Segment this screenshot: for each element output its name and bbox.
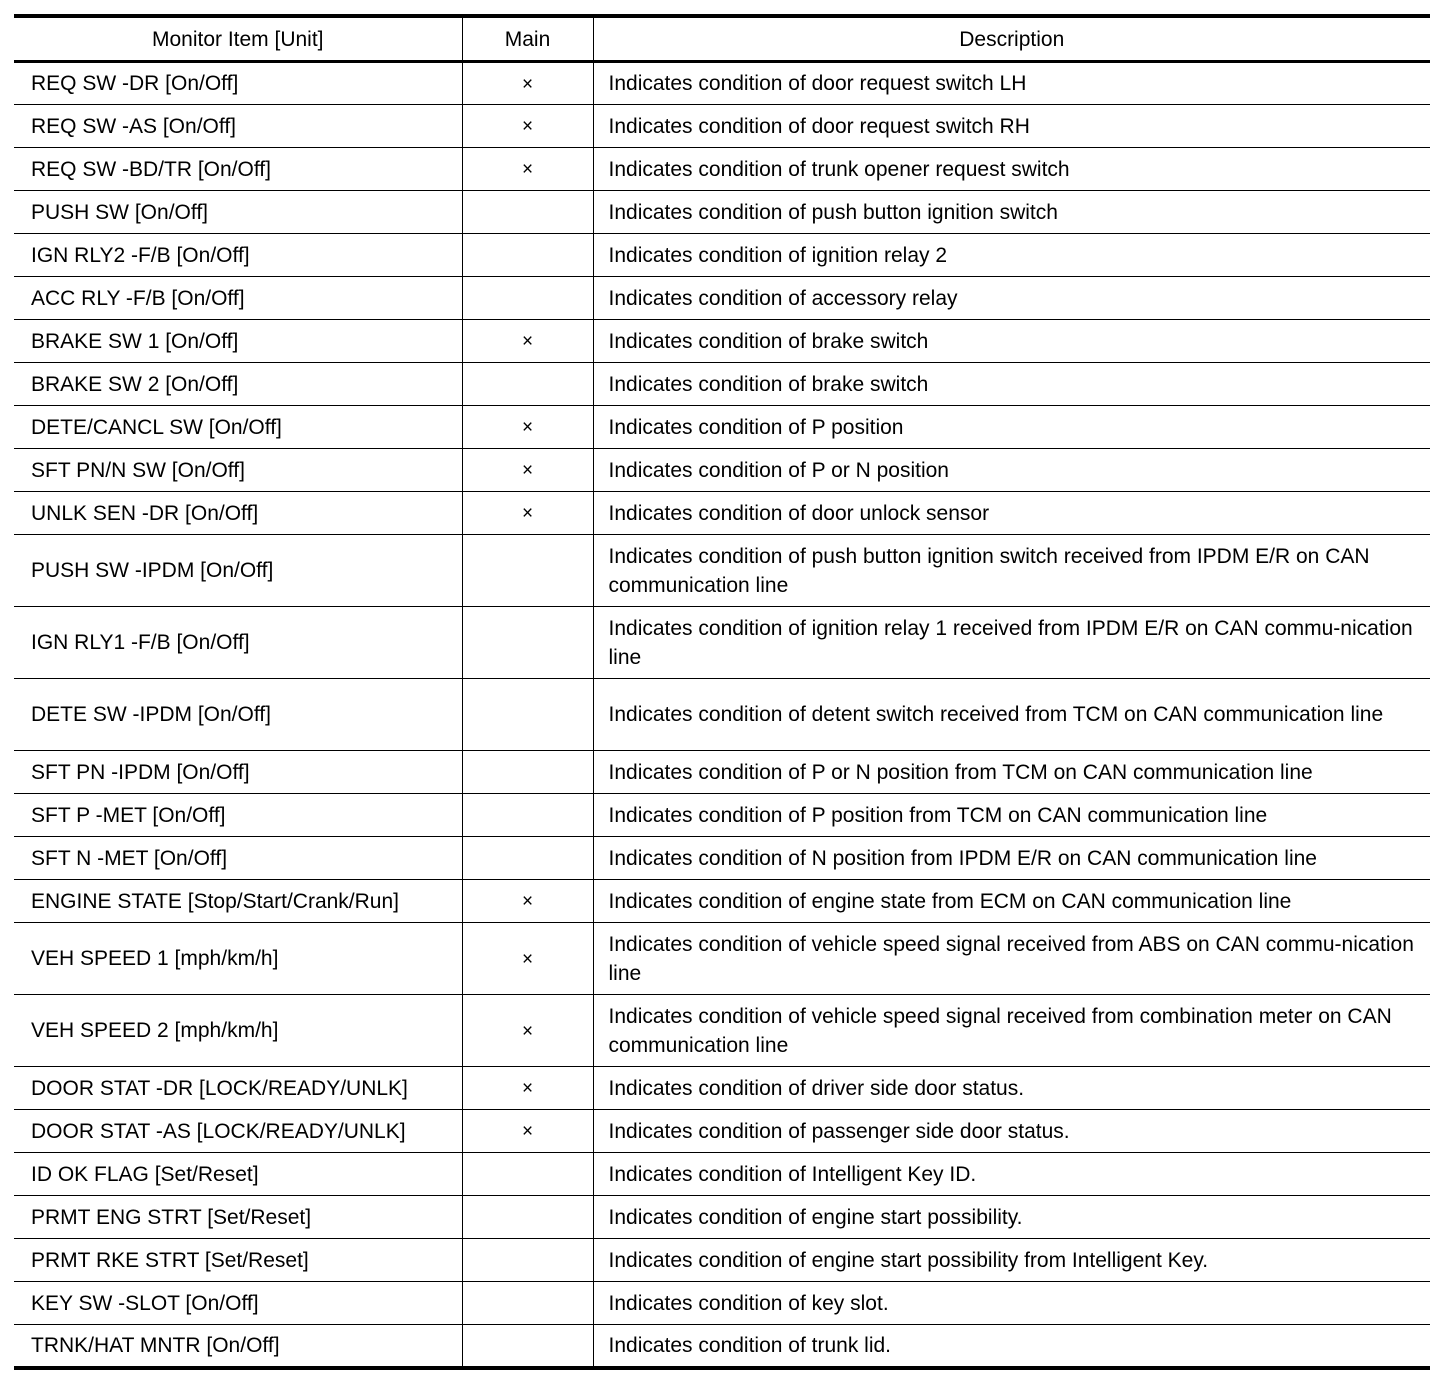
table-row bbox=[14, 191, 1430, 234]
table-header-row bbox=[14, 16, 1430, 62]
table-row bbox=[14, 751, 1430, 794]
monitor-item-cell: DETE SW -IPDM [On/Off] bbox=[14, 679, 462, 751]
description-cell: Indicates condition of door request switch RH bbox=[593, 105, 1430, 148]
table-row bbox=[14, 406, 1430, 449]
main-cell bbox=[462, 406, 593, 449]
main-mark: × bbox=[521, 891, 534, 912]
main-cell bbox=[462, 105, 593, 148]
monitor-item-cell: TRNK/HAT MNTR [On/Off] bbox=[14, 1325, 462, 1368]
description-cell: Indicates condition of trunk opener request switch bbox=[593, 148, 1430, 191]
main-cell bbox=[462, 363, 593, 406]
main-cell bbox=[462, 62, 593, 105]
monitor-item-cell: DOOR STAT -DR [LOCK/READY/UNLK] bbox=[14, 1067, 462, 1110]
table-row bbox=[14, 535, 1430, 607]
table-row bbox=[14, 1153, 1430, 1196]
header-monitor-item: Monitor Item [Unit] bbox=[14, 16, 462, 62]
description-cell: Indicates condition of brake switch bbox=[593, 363, 1430, 406]
monitor-item-cell: PRMT RKE STRT [Set/Reset] bbox=[14, 1239, 462, 1282]
description-cell: Indicates condition of vehicle speed signal received from combination meter on CAN communication line bbox=[593, 995, 1430, 1067]
description-cell: Indicates condition of trunk lid. bbox=[593, 1325, 1430, 1368]
table-row bbox=[14, 1196, 1430, 1239]
main-cell bbox=[462, 191, 593, 234]
description-cell: Indicates condition of engine start possibility from Intelligent Key. bbox=[593, 1239, 1430, 1282]
monitor-item-cell: VEH SPEED 1 [mph/km/h] bbox=[14, 923, 462, 995]
main-cell bbox=[462, 794, 593, 837]
monitor-item-cell: REQ SW -DR [On/Off] bbox=[14, 62, 462, 105]
table-row bbox=[14, 1325, 1430, 1368]
main-cell bbox=[462, 535, 593, 607]
description-cell: Indicates condition of P or N position bbox=[593, 449, 1430, 492]
main-mark: × bbox=[521, 73, 534, 95]
monitor-item-cell: DETE/CANCL SW [On/Off] bbox=[14, 406, 462, 449]
monitor-item-cell: IGN RLY2 -F/B [On/Off] bbox=[14, 234, 462, 277]
description-cell: Indicates condition of vehicle speed signal received from ABS on CAN commu-nication line bbox=[593, 923, 1430, 995]
main-cell bbox=[462, 1067, 593, 1110]
header-main: Main bbox=[462, 16, 593, 62]
main-cell bbox=[462, 1282, 593, 1325]
main-cell bbox=[462, 995, 593, 1067]
description-cell: Indicates condition of detent switch received from TCM on CAN communication line bbox=[593, 679, 1430, 751]
monitor-item-cell: BRAKE SW 1 [On/Off] bbox=[14, 320, 462, 363]
monitor-item-cell: PUSH SW -IPDM [On/Off] bbox=[14, 535, 462, 607]
description-cell: Indicates condition of passenger side door status. bbox=[593, 1110, 1430, 1153]
monitor-item-cell: ID OK FLAG [Set/Reset] bbox=[14, 1153, 462, 1196]
monitor-item-table bbox=[14, 14, 1430, 1370]
table-row bbox=[14, 794, 1430, 837]
table-row bbox=[14, 1239, 1430, 1282]
table-row bbox=[14, 277, 1430, 320]
main-mark: × bbox=[521, 1121, 534, 1142]
monitor-item-cell: DOOR STAT -AS [LOCK/READY/UNLK] bbox=[14, 1110, 462, 1153]
monitor-item-cell: SFT PN -IPDM [On/Off] bbox=[14, 751, 462, 794]
main-cell bbox=[462, 880, 593, 923]
table-row bbox=[14, 837, 1430, 880]
table-row bbox=[14, 363, 1430, 406]
monitor-item-cell: UNLK SEN -DR [On/Off] bbox=[14, 492, 462, 535]
monitor-item-cell: KEY SW -SLOT [On/Off] bbox=[14, 1282, 462, 1325]
table-row bbox=[14, 148, 1430, 191]
monitor-item-cell: SFT N -MET [On/Off] bbox=[14, 837, 462, 880]
main-cell bbox=[462, 1110, 593, 1153]
table-row bbox=[14, 1282, 1430, 1325]
description-cell: Indicates condition of engine state from ECM on CAN communication line bbox=[593, 880, 1430, 923]
main-cell bbox=[462, 1153, 593, 1196]
main-mark: × bbox=[521, 1078, 534, 1099]
description-cell: Indicates condition of P position from TCM on CAN communication line bbox=[593, 794, 1430, 837]
main-cell bbox=[462, 923, 593, 995]
header-description: Description bbox=[593, 16, 1430, 62]
table-row bbox=[14, 105, 1430, 148]
table-row bbox=[14, 320, 1430, 363]
table-row bbox=[14, 449, 1430, 492]
table-row bbox=[14, 995, 1430, 1067]
description-cell: Indicates condition of accessory relay bbox=[593, 277, 1430, 320]
description-cell: Indicates condition of push button ignition switch received from IPDM E/R on CAN communication line bbox=[593, 535, 1430, 607]
main-mark: × bbox=[521, 948, 534, 970]
description-cell: Indicates condition of key slot. bbox=[593, 1282, 1430, 1325]
main-cell bbox=[462, 1196, 593, 1239]
table-row bbox=[14, 492, 1430, 535]
main-mark: × bbox=[521, 460, 534, 481]
monitor-item-cell: IGN RLY1 -F/B [On/Off] bbox=[14, 607, 462, 679]
table-row bbox=[14, 880, 1430, 923]
main-cell bbox=[462, 751, 593, 794]
monitor-item-cell: VEH SPEED 2 [mph/km/h] bbox=[14, 995, 462, 1067]
table-row bbox=[14, 1067, 1430, 1110]
description-cell: Indicates condition of brake switch bbox=[593, 320, 1430, 363]
main-mark: × bbox=[521, 503, 534, 524]
description-cell: Indicates condition of push button ignition switch bbox=[593, 191, 1430, 234]
main-cell bbox=[462, 607, 593, 679]
monitor-item-cell: SFT P -MET [On/Off] bbox=[14, 794, 462, 837]
table-row bbox=[14, 607, 1430, 679]
main-cell bbox=[462, 449, 593, 492]
description-cell: Indicates condition of P position bbox=[593, 406, 1430, 449]
monitor-item-cell: ACC RLY -F/B [On/Off] bbox=[14, 277, 462, 320]
main-cell bbox=[462, 679, 593, 751]
main-cell bbox=[462, 1325, 593, 1368]
main-mark: × bbox=[521, 116, 534, 137]
description-cell: Indicates condition of ignition relay 2 bbox=[593, 234, 1430, 277]
table-body bbox=[14, 62, 1430, 1368]
description-cell: Indicates condition of driver side door status. bbox=[593, 1067, 1430, 1110]
monitor-item-cell: BRAKE SW 2 [On/Off] bbox=[14, 363, 462, 406]
monitor-item-cell: ENGINE STATE [Stop/Start/Crank/Run] bbox=[14, 880, 462, 923]
table-row bbox=[14, 1110, 1430, 1153]
description-cell: Indicates condition of ignition relay 1 received from IPDM E/R on CAN commu-nication line bbox=[593, 607, 1430, 679]
monitor-item-cell: REQ SW -BD/TR [On/Off] bbox=[14, 148, 462, 191]
description-cell: Indicates condition of engine start possibility. bbox=[593, 1196, 1430, 1239]
monitor-item-cell: SFT PN/N SW [On/Off] bbox=[14, 449, 462, 492]
main-cell bbox=[462, 320, 593, 363]
main-mark: × bbox=[521, 331, 534, 352]
main-cell bbox=[462, 1239, 593, 1282]
description-cell: Indicates condition of P or N position from TCM on CAN communication line bbox=[593, 751, 1430, 794]
table-row bbox=[14, 234, 1430, 277]
description-cell: Indicates condition of N position from IPDM E/R on CAN communication line bbox=[593, 837, 1430, 880]
table-row bbox=[14, 923, 1430, 995]
monitor-item-cell: REQ SW -AS [On/Off] bbox=[14, 105, 462, 148]
monitor-item-cell: PUSH SW [On/Off] bbox=[14, 191, 462, 234]
table-row bbox=[14, 62, 1430, 105]
main-mark: × bbox=[521, 417, 534, 438]
description-cell: Indicates condition of Intelligent Key ID. bbox=[593, 1153, 1430, 1196]
table-row bbox=[14, 679, 1430, 751]
description-cell: Indicates condition of door unlock sensor bbox=[593, 492, 1430, 535]
main-cell bbox=[462, 148, 593, 191]
main-cell bbox=[462, 492, 593, 535]
main-cell bbox=[462, 234, 593, 277]
main-cell bbox=[462, 837, 593, 880]
monitor-item-cell: PRMT ENG STRT [Set/Reset] bbox=[14, 1196, 462, 1239]
description-cell: Indicates condition of door request switch LH bbox=[593, 62, 1430, 105]
main-cell bbox=[462, 277, 593, 320]
main-mark: × bbox=[521, 159, 534, 180]
main-mark: × bbox=[521, 1020, 534, 1042]
